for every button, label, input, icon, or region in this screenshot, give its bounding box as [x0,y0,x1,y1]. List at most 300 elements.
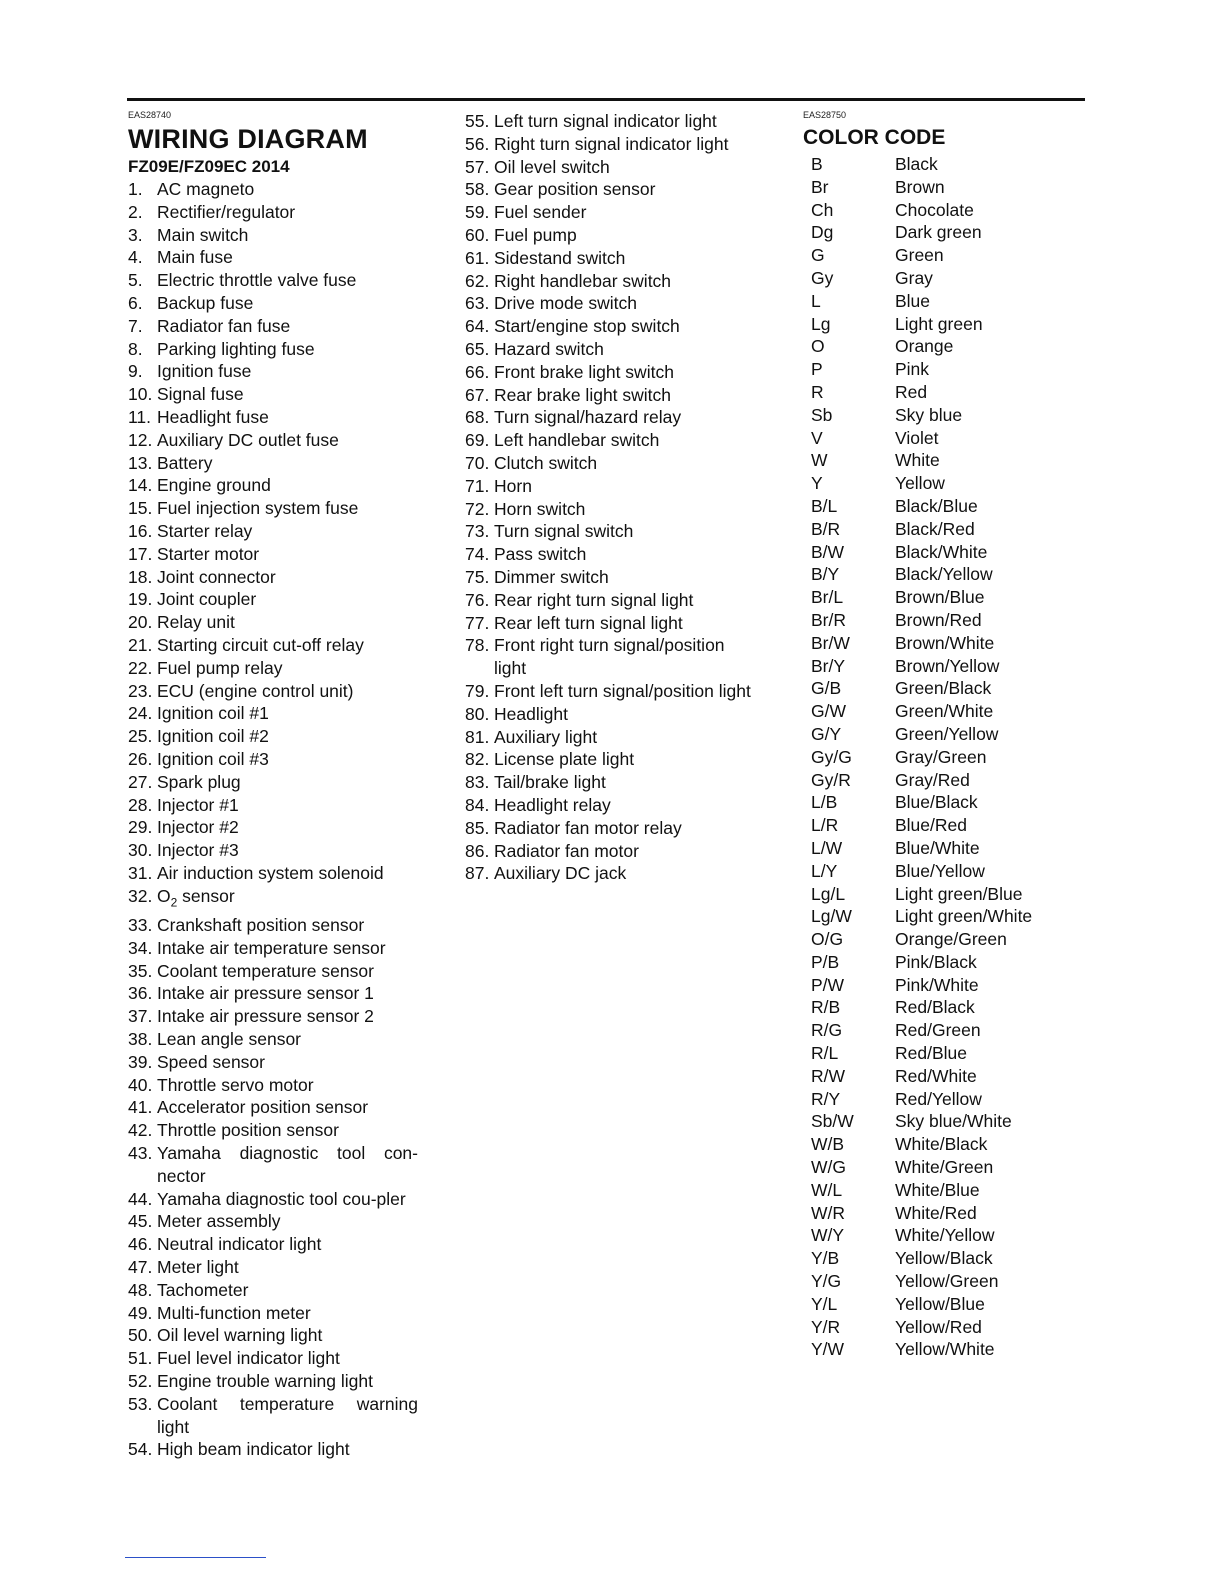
component-item [465,452,755,475]
component-label: Starting circuit cut-off relay [157,634,364,655]
component-label: Ignition coil #2 [157,726,269,747]
color-abbreviation: Br/R [811,609,846,630]
color-abbreviation: W/R [811,1202,846,1223]
color-abbreviation: W/Y [811,1225,845,1246]
component-item [128,520,418,543]
component-number: 26. [128,748,153,769]
color-abbreviation: L/B [811,792,838,813]
component-label: Ignition coil #1 [157,703,269,724]
component-number: 20. [128,612,153,633]
component-number: 44. [128,1188,153,1209]
component-label: Neutral indicator light [157,1234,322,1255]
color-code-row [803,655,1083,678]
color-abbreviation: Br/L [811,587,844,608]
color-name: Blue/Yellow [895,860,985,881]
component-item [465,292,755,315]
color-name: Green/White [895,701,994,722]
component-label: Engine trouble warning light [157,1370,373,1391]
color-name: Black/Blue [895,495,978,516]
component-number: 58. [465,179,490,200]
component-item [128,1324,418,1347]
color-code-row [803,404,1083,427]
color-abbreviation: R [811,381,824,402]
component-number: 37. [128,1006,153,1027]
component-number: 54. [128,1439,153,1460]
component-item [465,566,755,589]
color-abbreviation: W/L [811,1179,843,1200]
color-abbreviation: L/R [811,815,839,836]
color-code-row [803,1042,1083,1065]
component-number: 40. [128,1074,153,1095]
component-number: 81. [465,726,490,747]
component-label: High beam indicator light [157,1439,350,1460]
color-abbreviation: W/B [811,1134,845,1155]
color-code-row [803,563,1083,586]
color-name: Green/Yellow [895,723,999,744]
color-code-row [803,974,1083,997]
color-abbreviation: Lg/W [811,906,852,927]
color-name: White [895,450,940,471]
color-code-row [803,586,1083,609]
component-item [465,771,755,794]
component-item [128,1028,418,1051]
component-item [128,1005,418,1028]
footer-link-rule [125,1557,266,1558]
color-name: Red/Black [895,997,975,1018]
component-label: Rear brake light switch [494,384,672,405]
color-code-row [803,837,1083,860]
color-name: Pink/Black [895,951,977,972]
component-number: 38. [128,1028,153,1049]
component-label: $O_2$ sensor [157,885,235,910]
component-item [465,315,755,338]
component-number: 2. [128,201,143,222]
component-label: Relay unit [157,612,235,633]
component-label: Multi-function meter [157,1302,311,1323]
component-label: Injector #1 [157,794,239,815]
component-label: License plate light [494,749,635,770]
component-label: Rear right turn signal light [494,589,694,610]
component-item [465,748,755,771]
color-name: Light green/Blue [895,883,1023,904]
color-abbreviation: B/L [811,495,838,516]
component-number: 12. [128,429,153,450]
component-label: Horn switch [494,498,586,519]
color-code-row [803,1156,1083,1179]
component-number: 15. [128,498,153,519]
component-label: Oil level warning light [157,1325,323,1346]
component-item [128,1051,418,1074]
component-number: 86. [465,840,490,861]
component-label: Fuel injection system fuse [157,498,359,519]
component-number: 29. [128,817,153,838]
component-number: 85. [465,817,490,838]
color-name: Red [895,381,928,402]
component-number: 59. [465,202,490,223]
component-number: 72. [465,498,490,519]
component-label: Lean angle sensor [157,1028,301,1049]
color-abbreviation: B/R [811,518,841,539]
component-item [465,406,755,429]
color-name: Orange [895,336,954,357]
color-abbreviation: G [811,245,825,266]
component-item [465,178,755,201]
component-number: 10. [128,384,153,405]
component-label: Start/engine stop switch [494,316,680,337]
color-code-column [803,110,1083,1361]
component-number: 13. [128,452,153,473]
component-number: 18. [128,566,153,587]
color-abbreviation: B/W [811,541,845,562]
color-code-row [803,814,1083,837]
color-code-row [803,883,1083,906]
component-label: Left handlebar switch [494,430,660,451]
component-item [465,110,755,133]
component-item [465,634,755,680]
component-label: ECU (engine control unit) [157,680,354,701]
component-label: Spark plug [157,771,241,792]
color-code-row [803,1338,1083,1361]
color-code-row [803,609,1083,632]
component-item [128,1074,418,1097]
component-number: 56. [465,133,490,154]
component-label: Main fuse [157,247,233,268]
color-abbreviation: Y/G [811,1271,842,1292]
component-label: Front brake light switch [494,361,674,382]
component-label: Auxiliary DC outlet fuse [157,429,339,450]
component-item [128,292,418,315]
color-name: Light green/White [895,906,1033,927]
component-item [465,817,755,840]
component-number: 55. [465,111,490,131]
color-name: Black [895,154,938,174]
color-name: Blue/Black [895,792,978,813]
component-number: 28. [128,794,153,815]
color-name: Yellow/Black [895,1248,993,1269]
component-label: Headlight relay [494,794,611,815]
component-number: 68. [465,407,490,428]
color-code-row [803,335,1083,358]
component-item [465,247,755,270]
component-item [128,1438,418,1461]
color-name: Brown/White [895,632,995,653]
color-code-row [803,267,1083,290]
component-item [128,1347,418,1370]
color-name: Gray [895,267,933,288]
color-abbreviation: O [811,336,825,357]
wiring-column-2 [465,110,755,885]
component-number: 41. [128,1097,153,1118]
component-label: Electric throttle valve fuse [157,270,357,291]
color-abbreviation: R/G [811,1020,843,1041]
component-number: 79. [465,680,490,701]
component-number: 45. [128,1211,153,1232]
component-item [128,224,418,247]
component-label: Joint coupler [157,589,257,610]
component-label: Rear left turn signal light [494,612,683,633]
color-abbreviation: Br [811,176,829,197]
color-code-row [803,1179,1083,1202]
color-name: Sky blue/White [895,1111,1012,1132]
color-name: Brown/Yellow [895,655,1000,676]
color-name: Light green [895,313,983,334]
color-code-row [803,381,1083,404]
component-item [128,566,418,589]
color-code-list [803,153,1083,1361]
component-item [465,726,755,749]
component-number: 50. [128,1325,153,1346]
component-item [465,429,755,452]
component-number: 17. [128,543,153,564]
component-item [465,520,755,543]
color-name: Green [895,245,944,266]
color-name: Yellow/Red [895,1316,982,1337]
color-code-ref-code: EAS28750 [803,110,847,120]
component-item [465,224,755,247]
color-name: Dark green [895,222,982,243]
color-abbreviation: Lg/L [811,883,846,904]
component-item [465,862,755,885]
color-code-row [803,677,1083,700]
component-label: Air induction system solenoid [157,862,384,883]
component-number: 69. [465,430,490,451]
component-number: 76. [465,589,490,610]
component-label: Ignition coil #3 [157,748,269,769]
color-code-row [803,928,1083,951]
color-code-row [803,1133,1083,1156]
color-name: Yellow/Green [895,1271,999,1292]
component-number: 4. [128,247,143,268]
component-item [465,840,755,863]
color-code-row [803,1224,1083,1247]
component-number: 74. [465,544,490,565]
component-item [465,384,755,407]
component-number: 27. [128,771,153,792]
component-item [465,589,755,612]
color-name: Black/Red [895,518,975,539]
component-item [465,498,755,521]
component-item [465,794,755,817]
component-number: 46. [128,1234,153,1255]
component-item [128,885,418,914]
component-item [128,1233,418,1256]
component-item [128,201,418,224]
component-label: Dimmer switch [494,566,609,587]
component-number: 33. [128,915,153,935]
component-item [465,475,755,498]
color-abbreviation: W/G [811,1157,846,1178]
component-number: 49. [128,1302,153,1323]
component-label: Crankshaft position sensor [157,915,365,935]
component-label: Speed sensor [157,1051,265,1072]
color-name: Blue [895,290,931,311]
component-item [128,246,418,269]
component-label: Intake air pressure sensor 2 [157,1006,374,1027]
component-number: 21. [128,634,153,655]
component-label: Headlight [494,703,568,724]
component-label: Hazard switch [494,338,604,359]
component-label: Intake air pressure sensor 1 [157,983,374,1004]
component-number: 25. [128,726,153,747]
color-name: Yellow/White [895,1339,995,1360]
color-abbreviation: G/W [811,701,846,722]
color-code-row [803,1019,1083,1042]
component-label: Sidestand switch [494,247,626,268]
color-code-row [803,290,1083,313]
color-abbreviation: Gy [811,267,834,288]
color-code-row [803,221,1083,244]
color-code-row [803,860,1083,883]
component-item [128,1096,418,1119]
component-item [128,960,418,983]
color-abbreviation: Y/B [811,1248,840,1269]
component-label: Tachometer [157,1279,249,1300]
component-item [128,1370,418,1393]
component-label: Fuel pump [494,224,577,245]
component-label: Main switch [157,224,249,245]
component-number: 83. [465,772,490,793]
color-name: Red/Yellow [895,1088,982,1109]
component-number: 8. [128,338,143,359]
color-abbreviation: G/B [811,678,842,699]
component-item [128,474,418,497]
color-name: Sky blue [895,404,963,425]
component-number: 42. [128,1120,153,1141]
component-item [465,133,755,156]
component-number: 36. [128,983,153,1004]
component-number: 39. [128,1051,153,1072]
component-item [128,839,418,862]
component-list-part-1 [128,178,418,1461]
color-code-row [803,1247,1083,1270]
color-name: White/Yellow [895,1225,995,1246]
color-abbreviation: Y/W [811,1339,845,1360]
color-name: Red/Green [895,1020,981,1041]
color-code-row [803,769,1083,792]
color-code-row [803,632,1083,655]
component-item [465,156,755,179]
color-name: Gray/Green [895,746,987,767]
component-label: Fuel pump relay [157,657,283,678]
color-abbreviation: L [811,290,821,311]
color-abbreviation: P/B [811,951,840,972]
component-number: 61. [465,247,490,268]
color-code-row [803,905,1083,928]
component-label: Injector #2 [157,817,239,838]
color-abbreviation: G/Y [811,723,842,744]
model-subtitle: FZ09E/FZ09EC 2014 [128,157,290,176]
color-name: Blue/Red [895,815,967,836]
component-label: Auxiliary light [494,726,598,747]
component-item [128,702,418,725]
color-code-row [803,541,1083,564]
color-code-row [803,1110,1083,1133]
color-code-row [803,244,1083,267]
component-item [128,725,418,748]
component-label: Drive mode switch [494,293,637,314]
color-abbreviation: V [811,427,823,448]
color-code-row [803,495,1083,518]
header-rule [127,98,1085,101]
component-item [128,1142,418,1188]
component-item [465,270,755,293]
component-item [465,680,755,703]
component-label: Gear position sensor [494,179,656,200]
color-name: Brown/Blue [895,587,985,608]
color-abbreviation: P [811,359,823,380]
component-number: 71. [465,475,490,496]
component-number: 66. [465,361,490,382]
component-label: Meter assembly [157,1211,281,1232]
color-name: Yellow/Blue [895,1293,985,1314]
color-abbreviation: B/Y [811,564,840,585]
color-code-row [803,176,1083,199]
component-item [465,612,755,635]
component-number: 14. [128,475,153,496]
color-code-row [803,723,1083,746]
component-label: Turn signal/hazard relay [494,407,682,428]
color-abbreviation: L/W [811,837,843,858]
component-number: 64. [465,316,490,337]
component-label: Yamaha diagnostic tool cou-pler [157,1188,406,1209]
component-number: 30. [128,840,153,861]
color-abbreviation: W [811,450,828,471]
color-name: White/Green [895,1157,994,1178]
component-number: 53. [128,1393,153,1414]
component-number: 43. [128,1142,153,1163]
color-name: Blue/White [895,837,980,858]
component-label: Battery [157,452,213,473]
component-label: Front left turn signal/position light [494,680,751,701]
wiring-column-1 [128,110,418,1461]
color-abbreviation: Lg [811,313,831,334]
component-item [128,634,418,657]
component-number: 73. [465,521,490,542]
component-label: Tail/brake light [494,772,606,793]
color-code-row [803,518,1083,541]
component-item [128,269,418,292]
component-label: Starter relay [157,520,253,541]
component-label: Throttle position sensor [157,1120,339,1141]
color-code-row [803,358,1083,381]
component-label: Engine ground [157,475,271,496]
component-item [128,1256,418,1279]
color-abbreviation: R/Y [811,1088,841,1109]
component-label: Headlight fuse [157,406,269,427]
component-item [128,360,418,383]
color-code-row [803,791,1083,814]
component-item [465,338,755,361]
component-number: 67. [465,384,490,405]
component-item [128,338,418,361]
component-item [128,1279,418,1302]
component-label: Right handlebar switch [494,270,672,291]
component-item [465,703,755,726]
color-code-row [803,427,1083,450]
component-number: 16. [128,520,153,541]
color-code-row [803,1202,1083,1225]
component-label: Left turn signal indicator light [494,111,717,131]
color-abbreviation: L/Y [811,860,838,881]
component-label: Radiator fan fuse [157,315,291,336]
color-code-row [803,1316,1083,1339]
component-item [128,914,418,937]
component-label: Fuel sender [494,202,587,223]
component-label: Backup fuse [157,292,254,313]
component-label: Oil level switch [494,156,610,177]
component-number: 78. [465,635,490,656]
component-item [128,1119,418,1142]
